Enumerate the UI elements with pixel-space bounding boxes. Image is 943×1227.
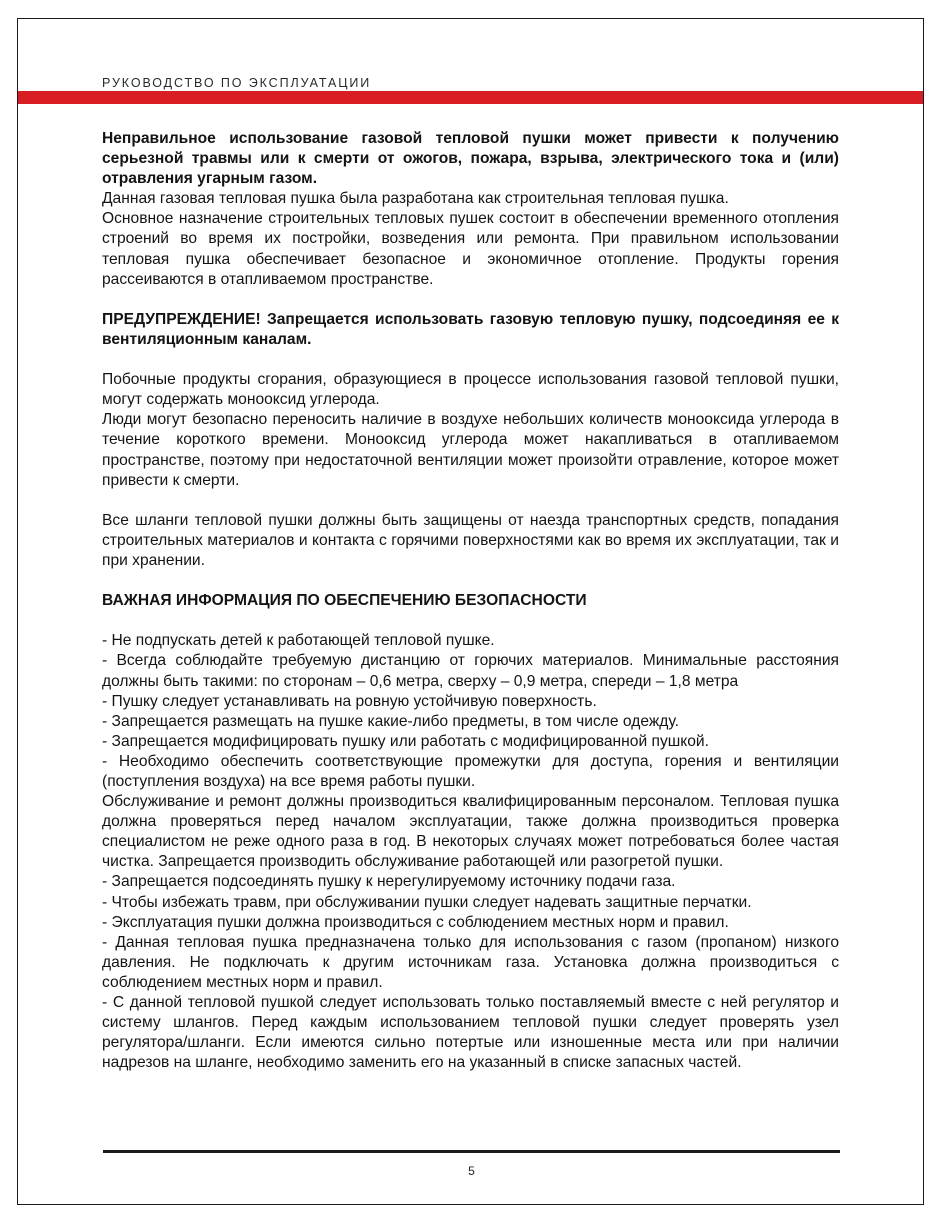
spacer <box>102 571 839 591</box>
safety-item: - С данной тепловой пушкой следует использовать только поставляемый вместе с ней регулятор и систему шлангов. Перед каждым использованием тепловой пушки следует проверять узел регулятора/шланги. Если имеются сильно потертые или изношенные места или при наличии надрезов на шланге, необходимо заменить его на указанный в списке запасных частей. <box>102 994 839 1072</box>
safety-item: - Всегда соблюдайте требуемую дистанцию от горючих материалов. Минимальные расстояния должны быть такими: по сторонам – 0,6 метра, сверху – 0,9 метра, спереди – 1,8 метра <box>102 652 839 690</box>
safety-item: - Эксплуатация пушки должна производиться с соблюдением местных норм и правил. <box>102 913 729 931</box>
co-paragraph-1: Побочные продукты сгорания, образующиеся в процессе использования газовой тепловой пушки, могут содержать монооксид углерода. <box>102 371 839 409</box>
safety-item: - Чтобы избежать травм, при обслуживании пушки следует надевать защитные перчатки. <box>102 893 752 911</box>
safety-item: - Запрещается подсоединять пушку к нерегулируемому источнику подачи газа. <box>102 873 676 891</box>
page-body <box>102 129 839 1073</box>
page-number: 5 <box>468 1164 475 1178</box>
safety-item: - Необходимо обеспечить соответствующие промежутки для доступа, горения и вентиляции (поступления воздуха) на все время работы пушки. <box>102 752 839 790</box>
safety-item: - Запрещается размещать на пушке какие-либо предметы, в том числе одежду. <box>102 712 679 730</box>
hoses-paragraph: Все шланги тепловой пушки должны быть защищены от наезда транспортных средств, попадания строительных материалов и контакта с горячими поверхностями как во время их эксплуатации, так и при хранении. <box>102 511 839 569</box>
safety-item: - Пушку следует устанавливать на ровную устойчивую поверхность. <box>102 692 597 710</box>
intro-line-1: Данная газовая тепловая пушка была разработана как строительная тепловая пушка. <box>102 190 729 208</box>
running-header: РУКОВОДСТВО ПО ЭКСПЛУАТАЦИИ <box>102 76 372 90</box>
spacer <box>102 350 839 370</box>
safety-heading: ВАЖНАЯ ИНФОРМАЦИЯ ПО ОБЕСПЕЧЕНИЮ БЕЗОПАСНОСТИ <box>102 592 587 610</box>
ventilation-warning: ПРЕДУПРЕЖДЕНИЕ! Запрещается использовать газовую тепловую пушку, подсоединяя ее к вентиляционным каналам. <box>102 310 839 348</box>
safety-item: - Не подпускать детей к работающей тепловой пушке. <box>102 632 495 650</box>
spacer <box>102 491 839 511</box>
footer-rule <box>103 1150 840 1153</box>
co-paragraph-2: Люди могут безопасно переносить наличие в воздухе небольших количеств монооксида углерода в течение короткого времени. Монооксид углерода может накапливаться в отапливаемом пространстве, поэтому при недостаточной вентиляции может произойти отравление, которое может привести к смерти. <box>102 411 839 489</box>
spacer <box>102 611 839 631</box>
intro-line-2: Основное назначение строительных тепловых пушек состоит в обеспечении временного отопления строений во время их постройки, возведения или ремонта. При правильном использовании тепловая пушка обеспечивает безопасное и экономичное отопление. Продукты горения рассеиваются в отапливаемом пространстве. <box>102 210 839 288</box>
safety-item: - Запрещается модифицировать пушку или работать с модифицированной пушкой. <box>102 732 709 750</box>
safety-item: Обслуживание и ремонт должны производиться квалифицированным персоналом. Тепловая пушка должна проверяться перед началом эксплуатации, также должна производиться проверка специалистом не реже одного раза в год. В некоторых случаях может потребоваться более частая чистка. Запрещается производить обслуживание работающей или разогретой пушки. <box>102 793 839 871</box>
spacer <box>102 290 839 310</box>
header-red-band <box>18 91 923 104</box>
safety-item: - Данная тепловая пушка предназначена только для использования с газом (пропаном) низкого давления. Не подключать к другим источникам газа. Установка должна производиться с соблюдением местных норм и правил. <box>102 933 839 991</box>
intro-warning: Неправильное использование газовой тепловой пушки может привести к получению серьезной травмы или к смерти от ожогов, пожара, взрыва, электрического тока и (или) отравления угарным газом. <box>102 130 839 188</box>
